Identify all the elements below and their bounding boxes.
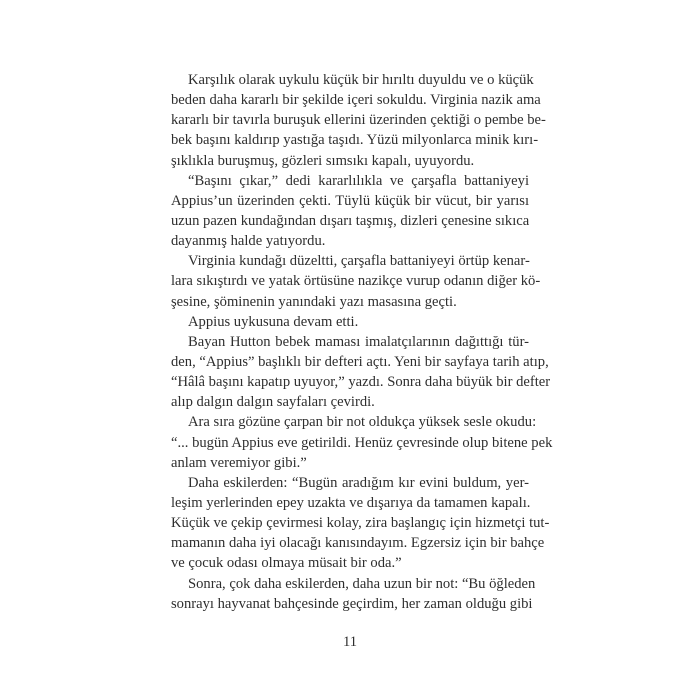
text-line: den, “Appius” başlıklı bir defteri açtı. Yeni bir sayfaya tarih atıp,: [171, 353, 549, 370]
text-line: beden daha kararlı bir şekilde içeri sokuldu. Virginia nazik ama: [171, 92, 541, 109]
paragraph: [171, 412, 553, 472]
text-line: anlam veremiyor gibi.”: [171, 454, 307, 471]
text-line: dayanmış halde yatıyordu.: [171, 233, 326, 250]
text-line: kararlı bir tavırla buruşuk ellerini üzerinden çektiği o pembe be-: [171, 112, 546, 129]
text-line: Ara sıra gözüne çarpan bir not oldukça yüksek sesle okudu:: [188, 414, 537, 431]
paragraph: [171, 171, 529, 252]
text-line: Karşılık olarak uykulu küçük bir hırıltı duyuldu ve o küçük: [188, 72, 534, 88]
text-line: sonrayı hayvanat bahçesinde geçirdim, her zaman olduğu gibi: [171, 595, 533, 612]
paragraph: [171, 251, 541, 311]
paragraph: [171, 312, 529, 332]
text-line: “Başını çıkar,” dedi kararlılıkla ve çarşafla battaniyeyi: [188, 172, 529, 189]
paragraph: [171, 473, 550, 574]
text-line: Bayan Hutton bebek maması imalatçılarının dağıttığı tür-: [188, 333, 529, 350]
paragraph: [171, 70, 546, 171]
text-line: alıp dalgın dalgın sayfaları çevirdi.: [171, 394, 375, 411]
text-line: Daha eskilerden: “Bugün aradığım kır evini buldum, yer-: [188, 474, 529, 491]
text-line: bek başını kaldırıp yastığa taşıdı. Yüzü milyonlarca minik kırı-: [171, 132, 539, 149]
text-line: uzun pazen kundağından dışarı taşmış, dizleri çenesine sıkıca: [171, 212, 530, 229]
paragraph: [171, 574, 536, 614]
text-line: Sonra, çok daha eskilerden, daha uzun bir not: “Bu öğleden: [188, 575, 536, 592]
text-line: lara sıkıştırdı ve yatak örtüsüne nazikçe vurup odanın diğer kö-: [171, 273, 541, 290]
text-line: Virginia kundağı düzeltti, çarşafla battaniyeyi örtüp kenar-: [188, 253, 530, 270]
text-line: “... bugün Appius eve getirildi. Henüz çevresinde olup bitene pek: [171, 434, 553, 451]
text-line: Appius uykusuna devam etti.: [188, 313, 359, 330]
page-body-text: [171, 70, 553, 614]
text-line: şıklıkla buruşmuş, gözleri sımsıkı kapalı, uyuyordu.: [171, 152, 475, 169]
text-line: Appius’un üzerinden çekti. Tüylü küçük bir vücut, bir yarısı: [171, 192, 529, 209]
text-line: mamanın daha iyi olacağı kanısındayım. Egzersiz için bir bahçe: [171, 535, 545, 552]
text-line: ve çocuk odası olmaya müsait bir oda.”: [171, 555, 402, 572]
text-line: leşim yerlerinden epey uzakta ve dışarıya da tamamen kapalı.: [171, 494, 531, 511]
page-number: 11: [342, 634, 358, 650]
text-line: Küçük ve çekip çevirmesi kolay, zira başlangıç için hizmetçi tut-: [171, 515, 550, 532]
text-line: şesine, şöminenin yanındaki yazı masasına geçti.: [171, 293, 457, 310]
paragraph: [171, 332, 551, 413]
text-line: “Hâlâ başını kapatıp uyuyor,” yazdı. Sonra daha büyük bir defter: [171, 374, 551, 391]
